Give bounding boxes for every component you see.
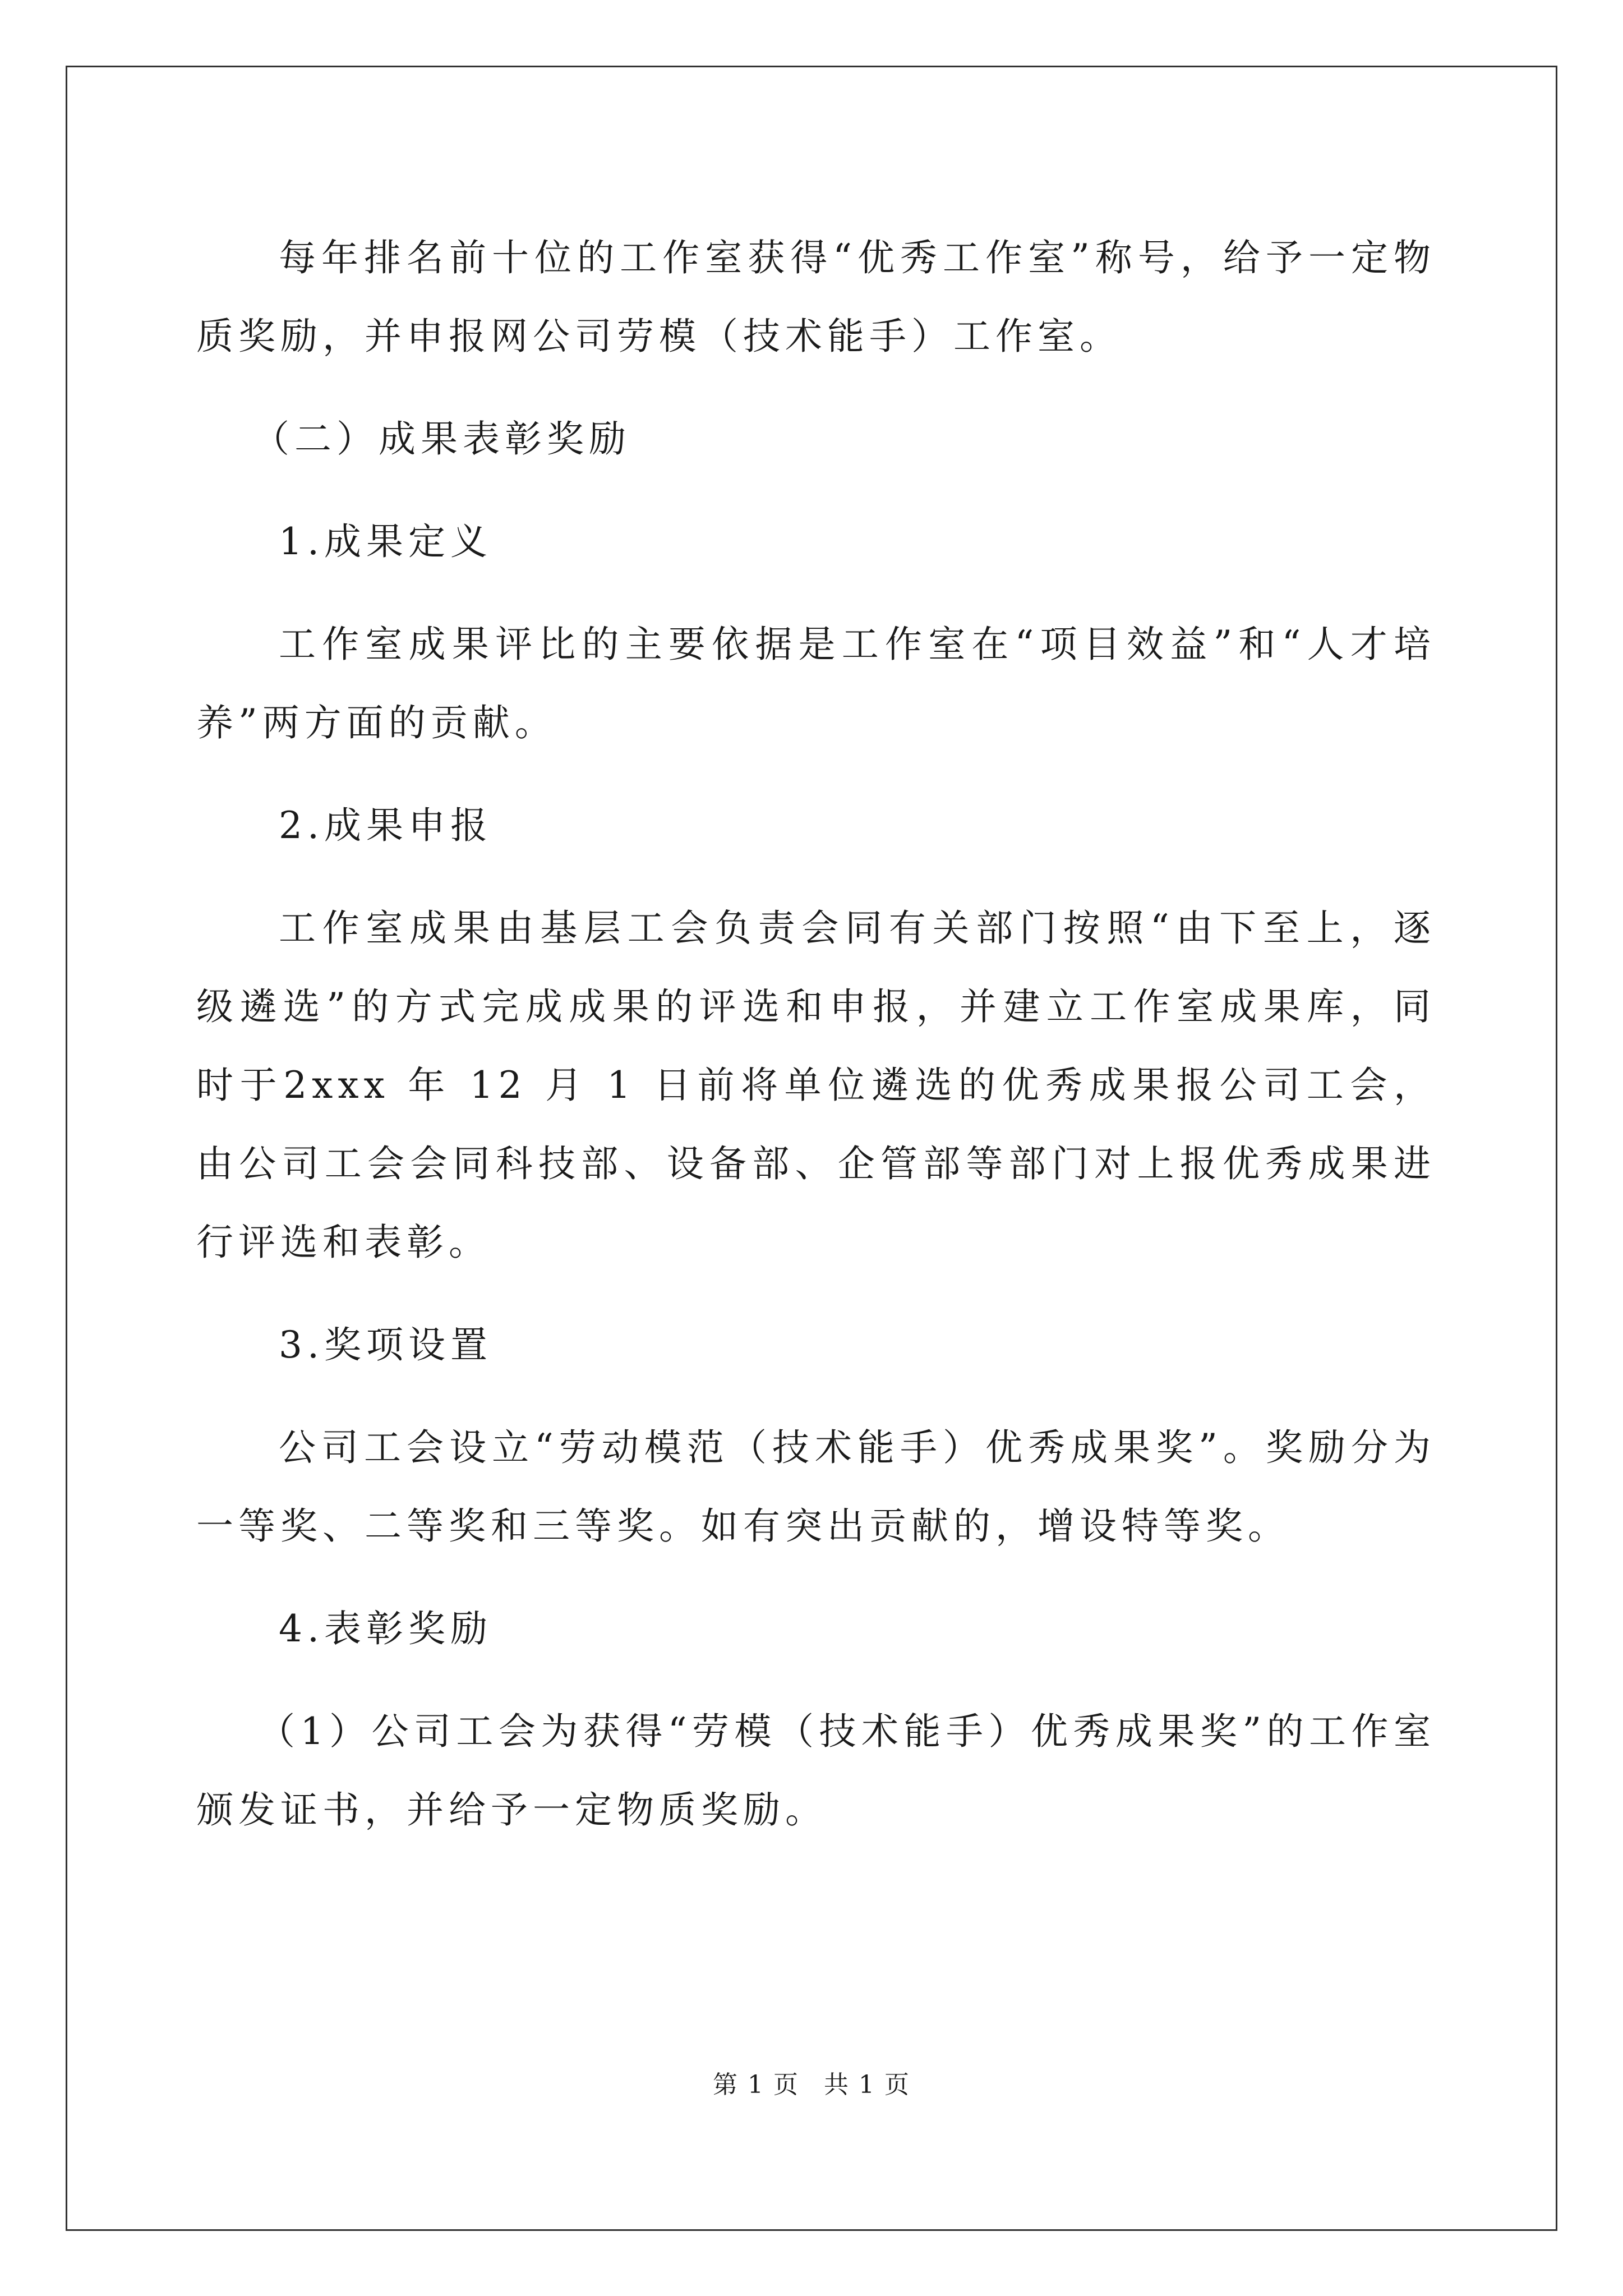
page-number-total: 共 1 页: [824, 2070, 910, 2099]
subheading-definition: 1.成果定义: [279, 520, 492, 563]
paragraph-declaration: 工作室成果由基层工会负责会同有关部门按照“由下至上，逐级遴选”的方式完成成果的评选和申报，并建立工作室成果库，同时于2xxx 年 12 月 1 日前将单位遴选的优秀成果报公司工会，由公司工会会同科技部、设备部、企管部等部门对上报优秀成果进行评选和表彰。: [196, 907, 1436, 1264]
subheading-declaration: 2.成果申报: [279, 804, 492, 847]
page-footer: [0, 2064, 1623, 2100]
subheading-commendation: 4.表彰奖励: [279, 1607, 492, 1650]
page-number-current: 第 1 页: [713, 2070, 799, 2099]
document-body: [196, 219, 1436, 1874]
paragraph-definition: 工作室成果评比的主要依据是工作室在“项目效益”和“人才培养”两方面的贡献。: [196, 623, 1436, 744]
paragraph-honor: 每年排名前十位的工作室获得“优秀工作室”称号，给予一定物质奖励，并申报网公司劳模（技术能手）工作室。: [196, 236, 1436, 358]
paragraph-award-setup: 公司工会设立“劳动模范（技术能手）优秀成果奖”。奖励分为一等奖、二等奖和三等奖。如有突出贡献的，增设特等奖。: [196, 1426, 1436, 1548]
paragraph-commendation-item-1: （1）公司工会为获得“劳模（技术能手）优秀成果奖”的工作室颁发证书，并给予一定物质奖励。: [196, 1710, 1436, 1832]
section-heading-achievement-awards: （二）成果表彰奖励: [252, 417, 631, 461]
subheading-award-setup: 3.奖项设置: [279, 1323, 492, 1366]
